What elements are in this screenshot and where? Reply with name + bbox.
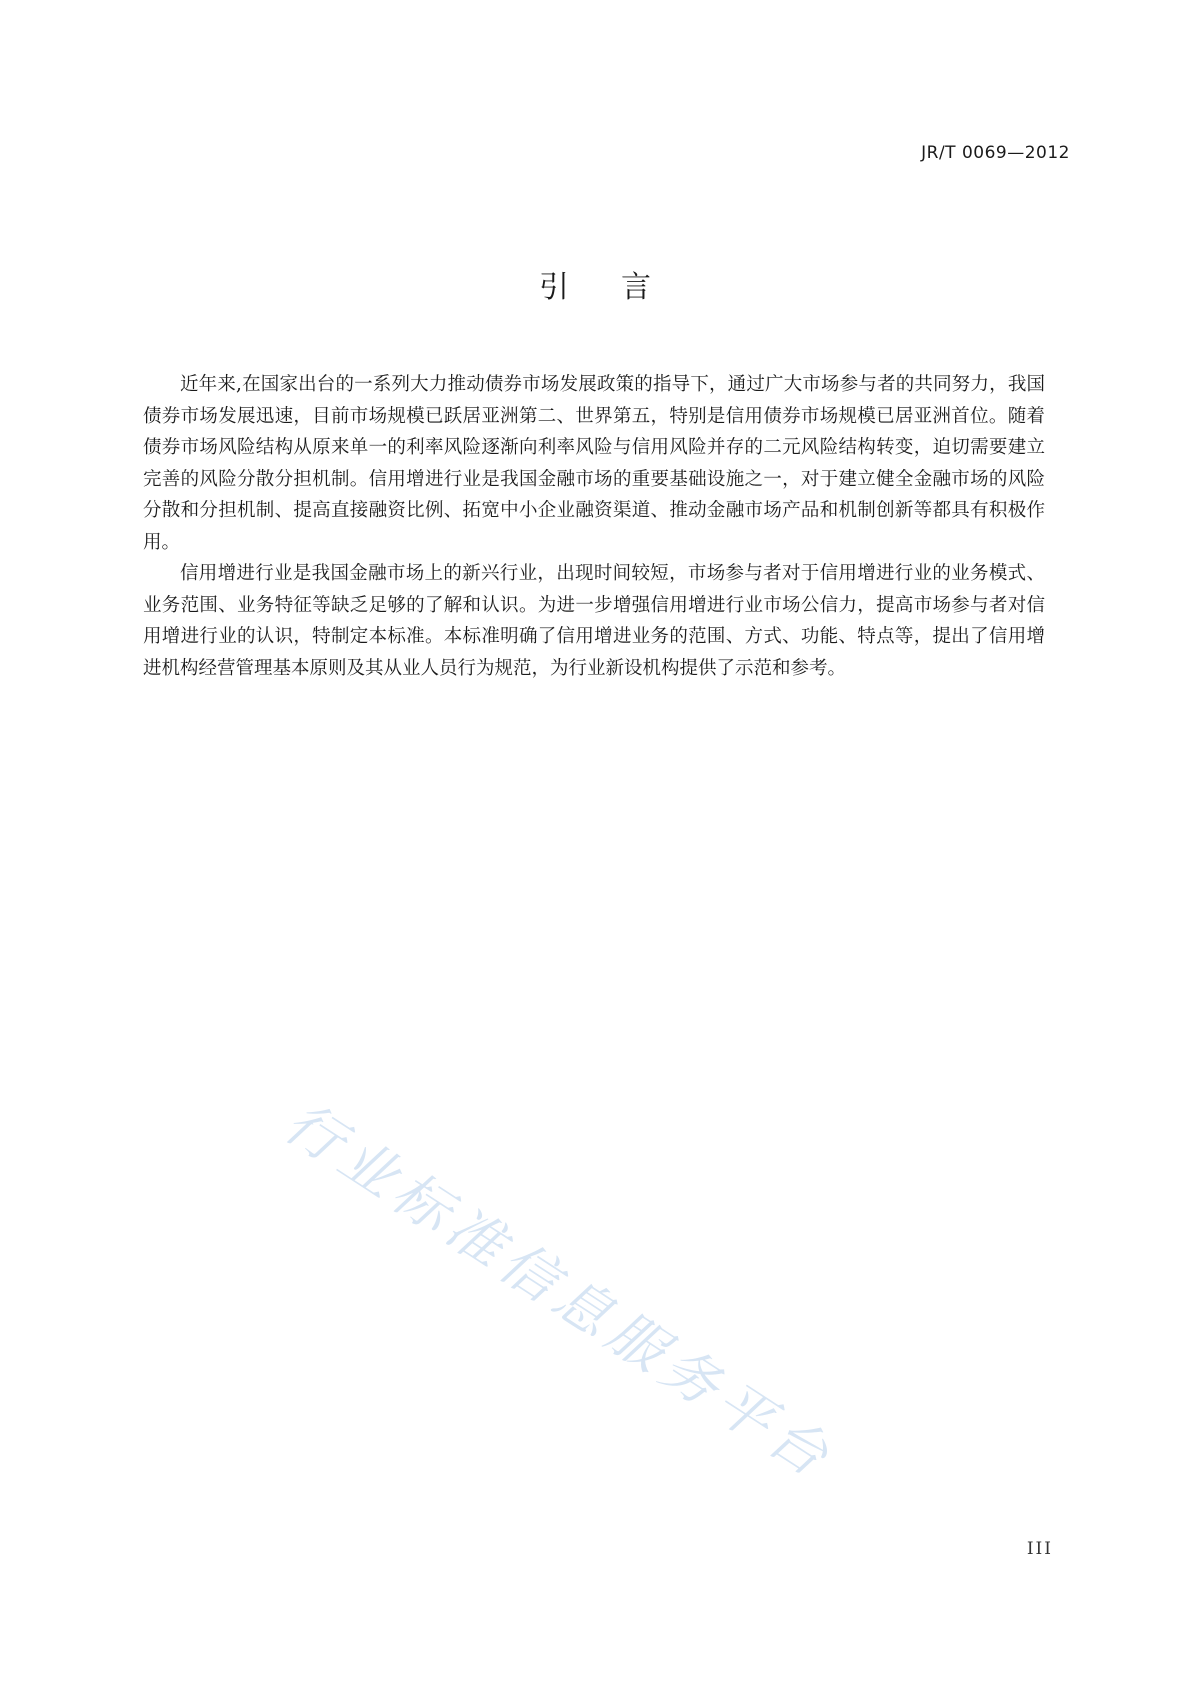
page-number: III	[1026, 1539, 1053, 1559]
body-text	[143, 369, 1045, 684]
paragraph-1: 近年来,在国家出台的一系列大力推动债券市场发展政策的指导下，通过广大市场参与者的共同努力，我国债券市场发展迅速，目前市场规模已跃居亚洲第二、世界第五，特别是信用债券市场规模已居亚洲首位。随着债券市场风险结构从原来单一的利率风险逐渐向利率风险与信用风险并存的二元风险结构转变，迫切需要建立完善的风险分散分担机制。信用增进行业是我国金融市场的重要基础设施之一，对于建立健全金融市场的风险分散和分担机制、提高直接融资比例、拓宽中小企业融资渠道、推动金融市场产品和机制创新等都具有积极作用。	[143, 374, 1045, 553]
document-code: JR/T 0069—2012	[921, 143, 1070, 163]
page-title: 引言	[539, 270, 703, 305]
watermark: 行业标准信息服务平台	[273, 1090, 846, 1494]
paragraph-2: 信用增进行业是我国金融市场上的新兴行业，出现时间较短，市场参与者对于信用增进行业的业务模式、业务范围、业务特征等缺乏足够的了解和认识。为进一步增强信用增进行业市场公信力，提高市场参与者对信用增进行业的认识，特制定本标准。本标准明确了信用增进业务的范围、方式、功能、特点等，提出了信用增进机构经营管理基本原则及其从业人员行为规范，为行业新设机构提供了示范和参考。	[143, 563, 1045, 679]
